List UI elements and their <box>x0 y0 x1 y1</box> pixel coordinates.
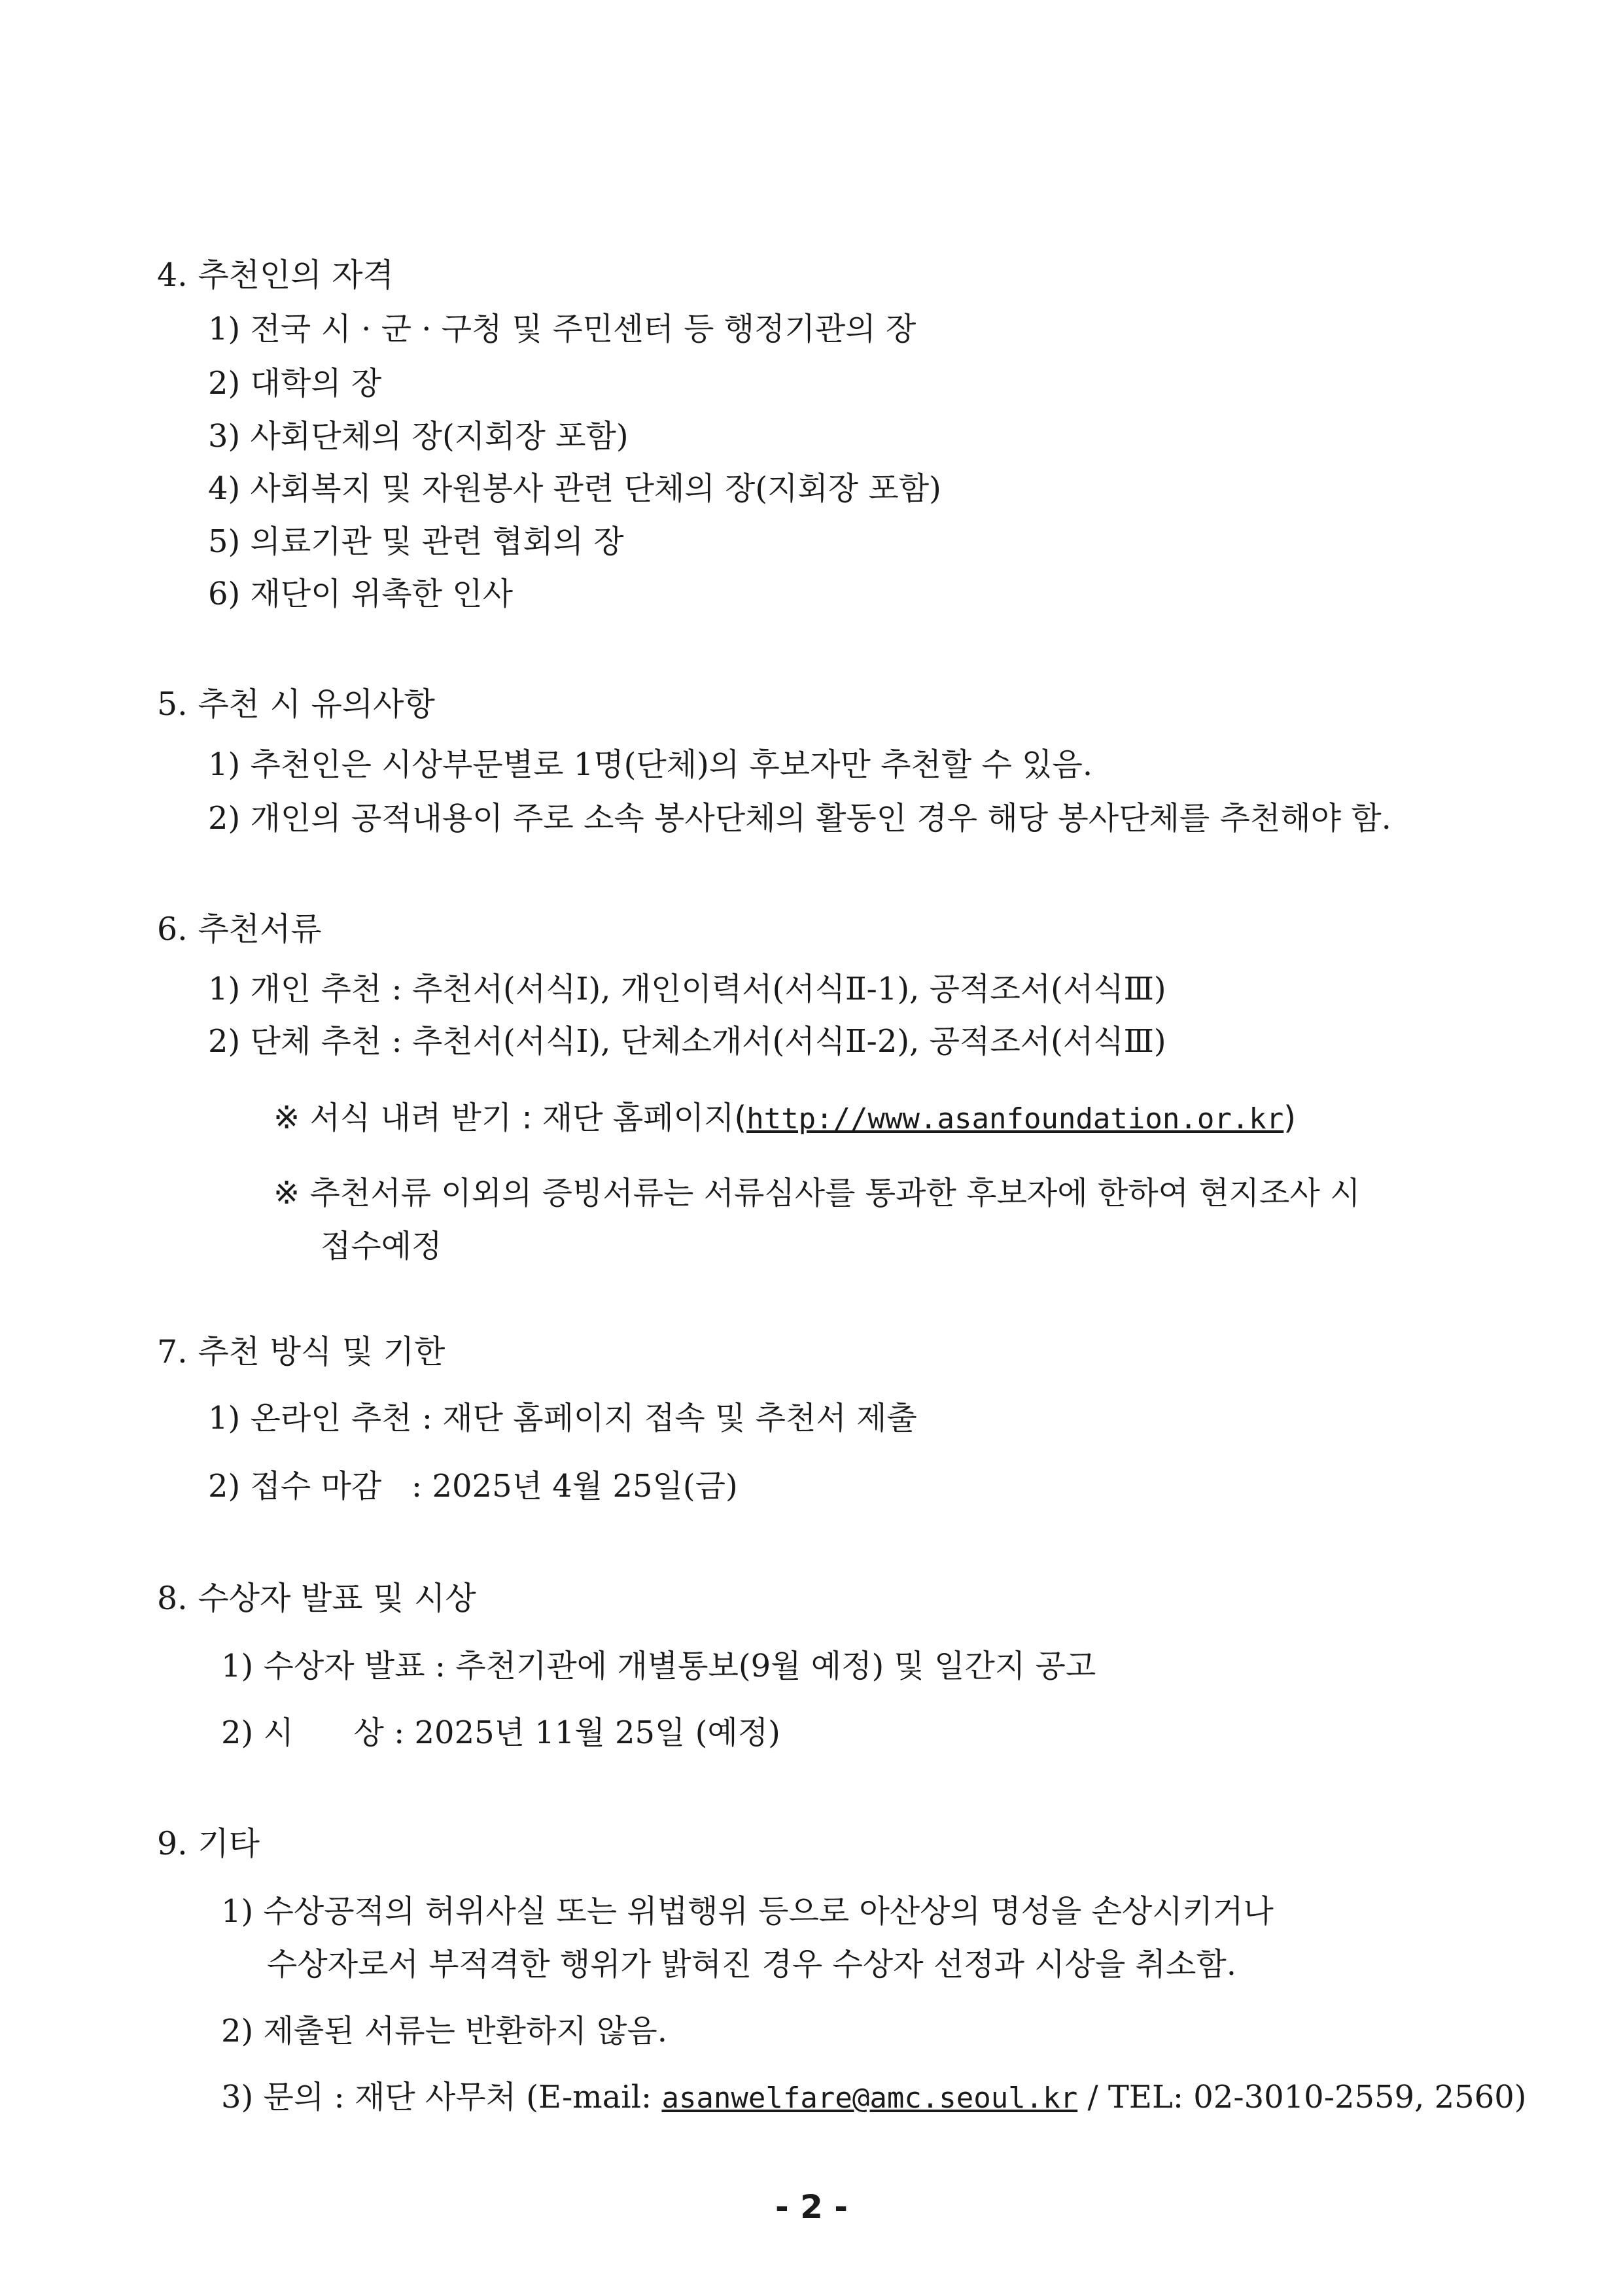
list-item: 6) 재단이 위촉한 인사 <box>208 576 513 612</box>
email-link[interactable]: asanwelfare@amc.seoul.kr <box>661 2081 1078 2115</box>
contact-line <box>221 2072 1527 2117</box>
list-item: 2) 단체 추천 : 추천서(서식Ⅰ), 단체소개서(서식Ⅱ-2), 공적조서(서식Ⅲ) <box>208 1023 1166 1060</box>
list-item: 1) 추천인은 시상부문별로 1명(단체)의 후보자만 추천할 수 있음. <box>208 746 1093 783</box>
list-item: 1) 개인 추천 : 추천서(서식Ⅰ), 개인이력서(서식Ⅱ-1), 공적조서(서식Ⅲ) <box>208 971 1166 1007</box>
list-item: 5) 의료기관 및 관련 협회의 장 <box>208 523 624 560</box>
list-item: 4) 사회복지 및 자원봉사 관련 단체의 장(지회장 포함) <box>208 470 941 507</box>
list-item: 2) 개인의 공적내용이 주로 소속 봉사단체의 활동인 경우 해당 봉사단체를 추천해야 함. <box>208 800 1391 837</box>
list-item: 2) 대학의 장 <box>208 365 382 402</box>
list-item: 1) 온라인 추천 : 재단 홈페이지 접속 및 추천서 제출 <box>208 1400 917 1436</box>
list-item: 1) 전국 시 · 군 · 구청 및 주민센터 등 행정기관의 장 <box>208 311 916 347</box>
section-title-7: 7. 추천 방식 및 기한 <box>157 1333 445 1370</box>
list-item: 2) 시 상 : 2025년 11월 25일 (예정) <box>221 1714 780 1751</box>
section-title-9: 9. 기타 <box>157 1825 260 1862</box>
homepage-link[interactable]: http://www.asanfoundation.or.kr <box>746 1102 1284 1136</box>
list-item: 1) 수상자 발표 : 추천기관에 개별통보(9월 예정) 및 일간지 공고 <box>221 1648 1096 1684</box>
contact-prefix: 3) 문의 : 재단 사무처 (E-mail: <box>221 2079 662 2115</box>
page-number: - 2 - <box>775 2188 848 2226</box>
section-title-4: 4. 추천인의 자격 <box>157 256 394 294</box>
list-item-cont: 수상자로서 부적격한 행위가 밝혀진 경우 수상자 선정과 시상을 취소함. <box>267 1946 1236 1983</box>
download-note <box>273 1092 1296 1138</box>
list-item: 2) 제출된 서류는 반환하지 않음. <box>221 2013 667 2049</box>
list-item: 1) 수상공적의 허위사실 또는 위법행위 등으로 아산상의 명성을 손상시키거나 <box>221 1893 1274 1930</box>
section-title-6: 6. 추천서류 <box>157 911 322 948</box>
supporting-docs-note: ※ 추천서류 이외의 증빙서류는 서류심사를 통과한 후보자에 한하여 현지조사 시 <box>273 1175 1361 1211</box>
supporting-docs-note-cont: 접수예정 <box>321 1228 442 1264</box>
list-item: 2) 접수 마감 : 2025년 4월 25일(금) <box>208 1468 738 1505</box>
note-prefix: ※ 서식 내려 받기 : 재단 홈페이지( <box>273 1100 747 1136</box>
section-title-8: 8. 수상자 발표 및 시상 <box>157 1580 476 1617</box>
note-suffix: ) <box>1283 1100 1297 1136</box>
contact-suffix: / TEL: 02-3010-2559, 2560) <box>1077 2079 1527 2115</box>
section-title-5: 5. 추천 시 유의사항 <box>157 686 435 723</box>
list-item: 3) 사회단체의 장(지회장 포함) <box>208 418 629 455</box>
